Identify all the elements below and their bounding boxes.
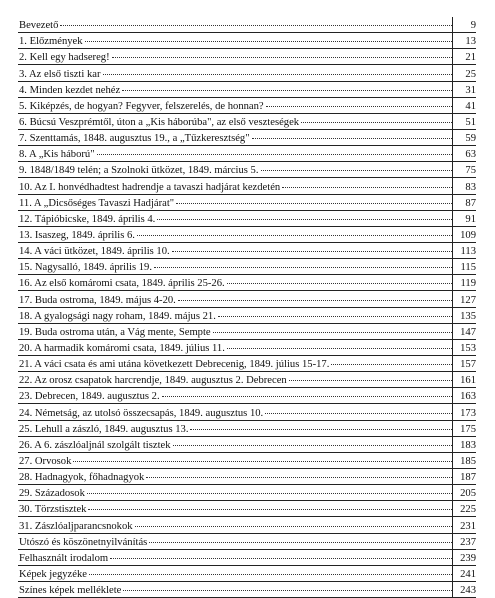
toc-entry xyxy=(19,198,452,209)
dot-leader xyxy=(266,106,452,107)
toc-row xyxy=(18,324,476,340)
toc-entry-page-number: 109 xyxy=(460,229,476,241)
dot-leader xyxy=(60,25,452,26)
toc-row xyxy=(18,469,476,485)
dot-leader xyxy=(154,267,452,268)
toc-entry xyxy=(19,117,452,128)
toc-row xyxy=(18,259,476,275)
dot-leader xyxy=(301,122,452,123)
toc-entry xyxy=(19,36,452,47)
toc-entry-title: 29. Századosok xyxy=(19,488,85,500)
toc-entry-page-number: 83 xyxy=(465,181,476,193)
dot-leader xyxy=(289,380,452,381)
toc-entry-page-number: 183 xyxy=(460,439,476,451)
toc-row xyxy=(18,275,476,291)
dot-leader xyxy=(252,138,452,139)
dot-leader xyxy=(73,461,452,462)
toc-entry xyxy=(19,440,452,451)
toc-entry-title: 25. Lehull a zászló, 1849. augusztus 13. xyxy=(19,423,189,435)
toc-entry-page-number: 147 xyxy=(460,326,476,338)
toc-entry-page-number: 231 xyxy=(460,520,476,532)
toc-row xyxy=(18,82,476,98)
toc-entry xyxy=(19,504,452,515)
toc-row xyxy=(18,65,476,81)
toc-entry-title: 28. Hadnagyok, főhadnagyok xyxy=(19,472,145,484)
toc-entry xyxy=(19,553,452,564)
toc-entry-title: 7. Szenttamás, 1848. augusztus 19., a „Tűzkeresztség" xyxy=(19,133,250,145)
dot-leader xyxy=(149,542,452,543)
toc-entry-page-number: 153 xyxy=(460,342,476,354)
toc-entry-page-number: 241 xyxy=(460,568,476,580)
dot-leader xyxy=(88,509,452,510)
toc-entry-title: 15. Nagysalló, 1849. április 19. xyxy=(19,262,152,274)
toc-entry xyxy=(19,262,452,273)
toc-entry xyxy=(19,424,452,435)
dot-leader xyxy=(176,203,452,204)
toc-row xyxy=(18,453,476,469)
toc-entry-title: 23. Debrecen, 1849. augusztus 2. xyxy=(19,391,160,403)
toc-row xyxy=(18,291,476,307)
toc-entry-page-number: 115 xyxy=(460,262,476,274)
dot-leader xyxy=(261,170,453,171)
toc-entry-page-number: 157 xyxy=(460,359,476,371)
dot-leader xyxy=(178,300,452,301)
toc-row xyxy=(18,17,476,33)
toc-entry-page-number: 187 xyxy=(460,472,476,484)
dot-leader xyxy=(85,41,452,42)
toc-entry-title: 17. Buda ostroma, 1849. május 4-20. xyxy=(19,294,176,306)
toc-entry xyxy=(19,182,452,193)
toc-entry-title: 16. Az első komáromi csata, 1849. április 25-26. xyxy=(19,278,225,290)
toc-entry xyxy=(19,165,452,176)
toc-entry xyxy=(19,537,452,548)
toc-row xyxy=(18,501,476,517)
dot-leader xyxy=(190,429,452,430)
toc-entry-page-number: 161 xyxy=(460,375,476,387)
toc-row xyxy=(18,388,476,404)
toc-row xyxy=(18,372,476,388)
toc-entry-page-number: 21 xyxy=(465,52,476,64)
dot-leader xyxy=(331,364,452,365)
toc-entry-page-number: 51 xyxy=(465,116,476,128)
toc-entry-page-number: 239 xyxy=(460,552,476,564)
toc-entry-title: 4. Minden kezdet nehéz xyxy=(19,84,121,96)
dot-leader xyxy=(137,235,452,236)
toc-row xyxy=(18,404,476,420)
toc-row xyxy=(18,33,476,49)
toc-entry-title: 30. Törzstisztek xyxy=(19,504,87,516)
dot-leader xyxy=(162,396,452,397)
toc-entry-page-number: 163 xyxy=(460,391,476,403)
toc-entry xyxy=(19,20,452,31)
toc-row xyxy=(18,195,476,211)
toc-row xyxy=(18,98,476,114)
toc-entry-title: 6. Búcsú Veszprémtől, úton a „Kis háborúba", az első veszteségek xyxy=(19,116,300,128)
dot-leader xyxy=(157,219,452,220)
toc-row xyxy=(18,243,476,259)
toc-row xyxy=(18,340,476,356)
toc-row xyxy=(18,485,476,501)
toc-entry-title: 20. A harmadik komáromi csata, 1849. július 11. xyxy=(19,342,225,354)
dot-leader xyxy=(173,445,452,446)
toc-entry-title: 22. Az orosz csapatok harcrendje, 1849. augusztus 2. Debrecen xyxy=(19,375,287,387)
toc-entry-title: 24. Németság, az utolsó összecsapás, 1849. augusztus 10. xyxy=(19,407,264,419)
toc-entry-page-number: 119 xyxy=(460,278,476,290)
toc-entry-page-number: 243 xyxy=(460,585,476,597)
toc-row xyxy=(18,227,476,243)
dot-leader xyxy=(227,348,452,349)
toc-entry-title: 10. Az I. honvédhadtest hadrendje a tavaszi hadjárat kezdetén xyxy=(19,181,281,193)
toc-entry xyxy=(19,52,452,63)
toc-entry xyxy=(19,472,452,483)
toc-entry xyxy=(19,343,452,354)
dot-leader xyxy=(123,590,452,591)
toc-entry-title: 18. A gyalogsági nagy roham, 1849. május 21. xyxy=(19,310,216,322)
dot-leader xyxy=(103,74,453,75)
dot-leader xyxy=(146,477,452,478)
table-of-contents xyxy=(18,17,476,598)
toc-entry-page-number: 225 xyxy=(460,504,476,516)
dot-leader xyxy=(265,413,452,414)
toc-row xyxy=(18,437,476,453)
dot-leader xyxy=(87,493,452,494)
toc-entry xyxy=(19,391,452,402)
toc-entry xyxy=(19,375,452,386)
toc-entry-page-number: 75 xyxy=(465,165,476,177)
toc-entry-page-number: 59 xyxy=(465,133,476,145)
toc-entry xyxy=(19,359,452,370)
toc-row xyxy=(18,114,476,130)
toc-row xyxy=(18,582,476,598)
toc-row xyxy=(18,308,476,324)
toc-entry-title: 5. Kiképzés, de hogyan? Fegyver, felszerelés, de honnan? xyxy=(19,100,264,112)
dot-leader xyxy=(218,316,452,317)
toc-entry xyxy=(19,214,452,225)
toc-entry xyxy=(19,569,452,580)
toc-entry-page-number: 31 xyxy=(465,84,476,96)
toc-entry xyxy=(19,585,452,596)
toc-entry-title: 2. Kell egy hadsereg! xyxy=(19,52,110,64)
toc-entry xyxy=(19,311,452,322)
toc-entry-page-number: 13 xyxy=(465,36,476,48)
toc-entry xyxy=(19,278,452,289)
toc-entry-title: Felhasznált irodalom xyxy=(19,552,109,564)
toc-entry-title: Utószó és köszönetnyilvánítás xyxy=(19,536,148,548)
dot-leader xyxy=(122,90,452,91)
dot-leader xyxy=(112,57,452,58)
toc-entry-page-number: 9 xyxy=(470,20,476,32)
toc-entry-title: 21. A váci csata és ami utána következett Debrecenig, 1849. július 15-17. xyxy=(19,359,330,371)
toc-entry-title: 19. Buda ostroma után, a Vág mente, Sempte xyxy=(19,326,211,338)
dot-leader xyxy=(172,251,452,252)
toc-entry-title: 31. Zászlóaljparancsnokok xyxy=(19,520,133,532)
dot-leader xyxy=(89,574,452,575)
dot-leader xyxy=(227,283,452,284)
toc-entry-title: 9. 1848/1849 telén; a Szolnoki ütközet, 1849. március 5. xyxy=(19,165,259,177)
toc-entry-page-number: 175 xyxy=(460,423,476,435)
toc-entry-page-number: 63 xyxy=(465,149,476,161)
toc-row xyxy=(18,178,476,194)
toc-entry xyxy=(19,408,452,419)
toc-row xyxy=(18,49,476,65)
toc-entry xyxy=(19,101,452,112)
dot-leader xyxy=(213,332,452,333)
toc-row xyxy=(18,130,476,146)
toc-row xyxy=(18,517,476,533)
toc-entry-page-number: 41 xyxy=(465,100,476,112)
dot-leader xyxy=(282,187,452,188)
toc-entry-page-number: 87 xyxy=(465,197,476,209)
toc-entry-page-number: 91 xyxy=(465,213,476,225)
dot-leader xyxy=(110,558,452,559)
toc-row xyxy=(18,356,476,372)
toc-entry-page-number: 185 xyxy=(460,455,476,467)
toc-entry xyxy=(19,133,452,144)
toc-entry-page-number: 127 xyxy=(460,294,476,306)
toc-entry xyxy=(19,327,452,338)
toc-entry xyxy=(19,488,452,499)
toc-entry-title: Képek jegyzéke xyxy=(19,568,87,580)
toc-row xyxy=(18,421,476,437)
toc-entry-page-number: 25 xyxy=(465,68,476,80)
toc-entry-page-number: 173 xyxy=(460,407,476,419)
toc-entry-title: 11. A „Dicsőséges Tavaszi Hadjárat" xyxy=(19,197,175,209)
toc-entry-title: 14. A váci ütközet, 1849. április 10. xyxy=(19,246,170,258)
toc-entry-page-number: 113 xyxy=(460,246,476,258)
toc-row xyxy=(18,162,476,178)
toc-entry-title: 27. Orvosok xyxy=(19,455,72,467)
toc-entry-title: 12. Tápióbicske, 1849. április 4. xyxy=(19,213,156,225)
toc-entry-page-number: 135 xyxy=(460,310,476,322)
toc-row xyxy=(18,566,476,582)
toc-entry-title: 26. A 6. zászlóaljnál szolgált tisztek xyxy=(19,439,171,451)
toc-entry xyxy=(19,149,452,160)
toc-entry-title: 13. Isaszeg, 1849. április 6. xyxy=(19,229,135,241)
toc-entry xyxy=(19,246,452,257)
toc-entry xyxy=(19,69,452,80)
toc-entry-title: 1. Előzmények xyxy=(19,36,83,48)
toc-entry-page-number: 237 xyxy=(460,536,476,548)
toc-row xyxy=(18,211,476,227)
toc-entry xyxy=(19,456,452,467)
toc-entry xyxy=(19,521,452,532)
toc-entry xyxy=(19,85,452,96)
dot-leader xyxy=(97,154,452,155)
toc-entry xyxy=(19,295,452,306)
toc-entry-title: 8. A „Kis háború" xyxy=(19,149,95,161)
toc-row xyxy=(18,550,476,566)
toc-entry-title: Bevezető xyxy=(19,20,59,32)
toc-entry-title: Színes képek melléklete xyxy=(19,585,122,597)
toc-entry xyxy=(19,230,452,241)
toc-entry-page-number: 205 xyxy=(460,488,476,500)
dot-leader xyxy=(135,526,452,527)
toc-entry-title: 3. Az első tiszti kar xyxy=(19,68,101,80)
toc-row xyxy=(18,146,476,162)
toc-row xyxy=(18,534,476,550)
